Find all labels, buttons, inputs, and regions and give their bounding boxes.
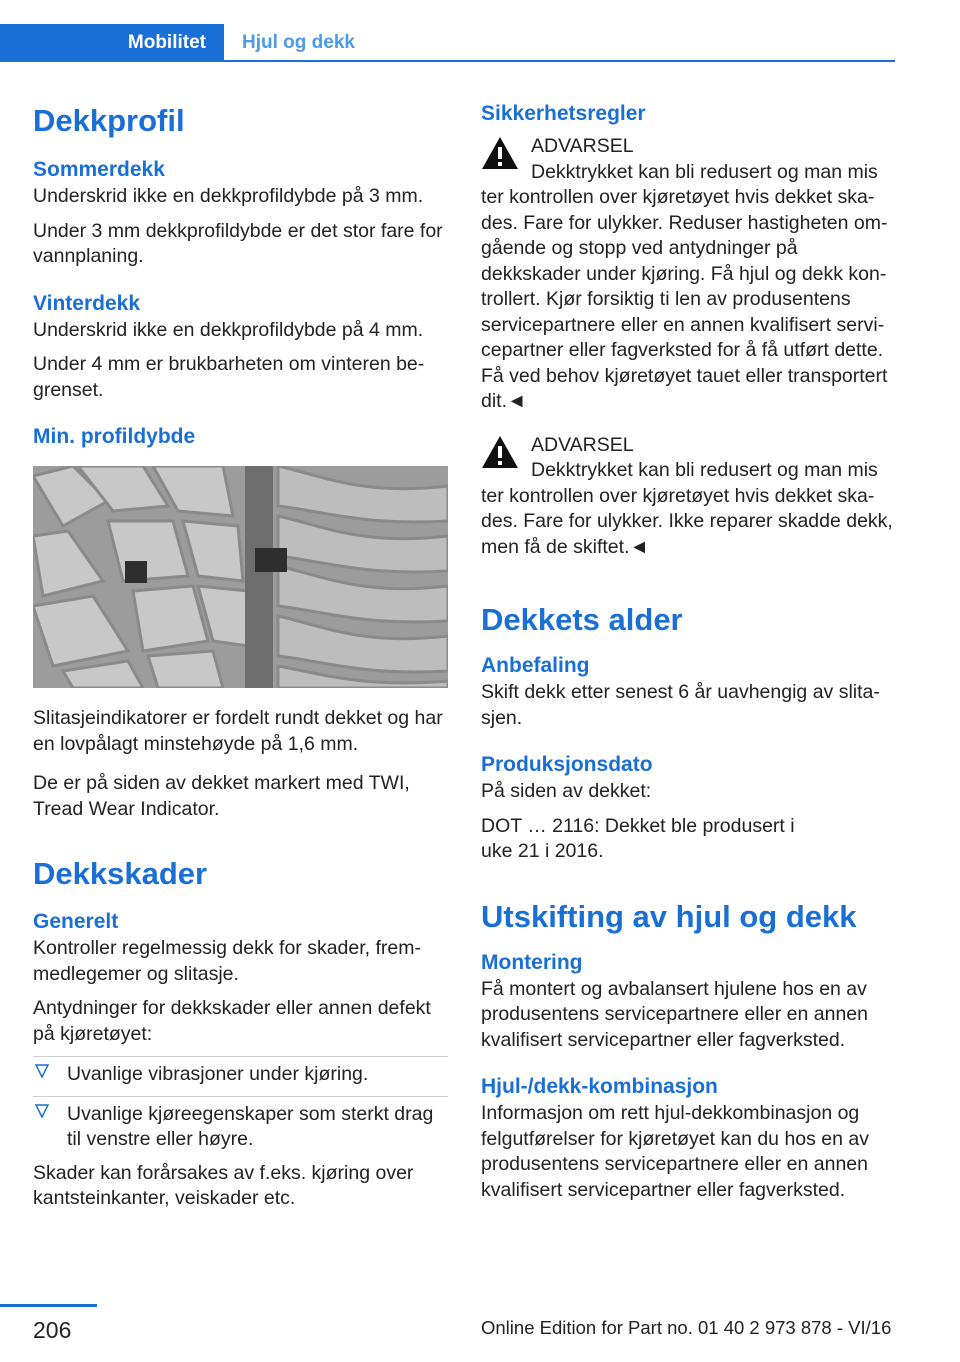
triangle-bullet-icon bbox=[35, 1104, 49, 1118]
produksjonsdato-heading: Produksjonsdato bbox=[481, 753, 653, 776]
tire-tread-image bbox=[33, 466, 448, 688]
warning-box-2 bbox=[481, 433, 899, 561]
warning-text-first-line: Dekktrykket kan bli redusert og man mis bbox=[531, 459, 878, 481]
produksjonsdato-text-1: På siden av dekket: bbox=[481, 780, 652, 802]
hjul-dekk-kombinasjon-text: Informasjon om rett hjul-dekkombinasjon og felgutførelser for kjøretøyet kan du hos en av produsentens servicepartnere eller en annen kvalifisert servicepartner eller fagverksted. bbox=[481, 1102, 870, 1201]
montering-text: Få montert og avbalansert hjulene hos en av produsentens servicepartnere eller en annen kvalifisert servicepartner eller fagverksted. bbox=[481, 977, 869, 1051]
generelt-heading: Generelt bbox=[33, 910, 119, 933]
warning-triangle-icon bbox=[481, 435, 519, 469]
sommerdekk-heading: Sommerdekk bbox=[33, 158, 165, 181]
min-profildybde-text-2: De er på siden av dekket markert med TWI, Tread Wear Indicator. bbox=[33, 772, 410, 820]
warning-box-1 bbox=[481, 134, 899, 415]
min-profildybde-text-1: Slitasjeindikatorer er fordelt rundt dekket og har en lovpålagt minstehøyde på 1,6 mm. bbox=[33, 707, 443, 755]
warning-label: ADVARSEL bbox=[531, 433, 634, 456]
anbefaling-text: Skift dekk etter senest 6 år uavhengig av slitasjen. bbox=[481, 681, 880, 729]
sikkerhetsregler-heading: Sikkerhetsregler bbox=[481, 102, 646, 125]
warning-text-first-line: Dekktrykket kan bli redusert og man mis bbox=[531, 160, 878, 183]
vinterdekk-text-1: Underskrid ikke en dekkprofildybde på 4 mm. bbox=[33, 318, 424, 341]
utskifting-heading: Utskifting av hjul og dekk bbox=[481, 898, 857, 934]
list-item bbox=[33, 1096, 448, 1153]
damage-signs-list bbox=[33, 1056, 448, 1153]
warning-text: ter kontrollen over kjøretøyet hvis dekket skades. Fare for ulykker. Ikke reparer skadde dekk, men få de skiftet.◄ bbox=[481, 484, 893, 558]
dekkskader-heading: Dekkskader bbox=[33, 856, 208, 891]
generelt-text-1: Kontroller regelmessig dekk for skader, fremmedlegemer og slitasje. bbox=[33, 937, 421, 985]
page-header bbox=[0, 24, 895, 62]
left-column bbox=[33, 100, 448, 1221]
produksjonsdato-text-2: DOT … 2116: Dekket ble produsert i uke 21 i 2016. bbox=[481, 814, 795, 862]
montering-heading: Montering bbox=[481, 950, 583, 974]
dekkprofil-heading: Dekkprofil bbox=[33, 103, 185, 138]
section-tab bbox=[0, 24, 224, 62]
generelt-text-3: Skader kan forårsakes av f.eks. kjøring over kantsteinkanter, veiskader etc. bbox=[33, 1161, 414, 1209]
warning-text: ter kontrollen over kjøretøyet hvis dekket skades. Fare for ulykker. Reduser hastigheten omgående og stopp ved antydninger på dekkskader under kjøring. Få hjul og dekk kontrollert. Kjør forsiktig ti len av produsentens servicepartnere eller en annen kvalifisert servicepartner eller fagverksted for å få utført dette. Få ved behov kjøretøyet tauet eller transportert dit.◄ bbox=[481, 186, 888, 412]
generelt-text-2: Antydninger for dekkskader eller annen defekt på kjøretøyet: bbox=[33, 997, 431, 1045]
list-item-text: Uvanlige vibrasjoner under kjøring. bbox=[67, 1063, 369, 1085]
dekkets-alder-heading: Dekkets alder bbox=[481, 602, 683, 637]
hjul-dekk-kombinasjon-heading: Hjul-/dekk-kombinasjon bbox=[481, 1075, 718, 1098]
warning-label: ADVARSEL bbox=[531, 135, 634, 157]
right-column bbox=[481, 100, 899, 1212]
list-item-text: Uvanlige kjøreegenskaper som sterkt drag til venstre eller høyre. bbox=[67, 1102, 434, 1150]
section-label: Mobilitet bbox=[127, 32, 206, 53]
vinterdekk-heading: Vinterdekk bbox=[33, 291, 140, 315]
footer-rule bbox=[0, 1304, 97, 1307]
page-number: 206 bbox=[33, 1317, 72, 1343]
vinterdekk-text-2: Under 4 mm er brukbarheten om vinteren begrenset. bbox=[33, 353, 425, 401]
min-profildybde-heading: Min. profildybde bbox=[33, 425, 196, 448]
triangle-bullet-icon bbox=[35, 1064, 49, 1078]
chapter-tab bbox=[224, 24, 895, 62]
warning-triangle-icon bbox=[481, 136, 519, 170]
chapter-label: Hjul og dekk bbox=[242, 32, 355, 53]
sommerdekk-text-1: Underskrid ikke en dekkprofildybde på 3 mm. bbox=[33, 185, 424, 207]
anbefaling-heading: Anbefaling bbox=[481, 654, 590, 677]
list-item bbox=[33, 1056, 448, 1088]
edition-info: Online Edition for Part no. 01 40 2 973 878 - VI/16 bbox=[481, 1317, 892, 1338]
sommerdekk-text-2: Under 3 mm dekkprofildybde er det stor fare for vannplaning. bbox=[33, 219, 443, 267]
